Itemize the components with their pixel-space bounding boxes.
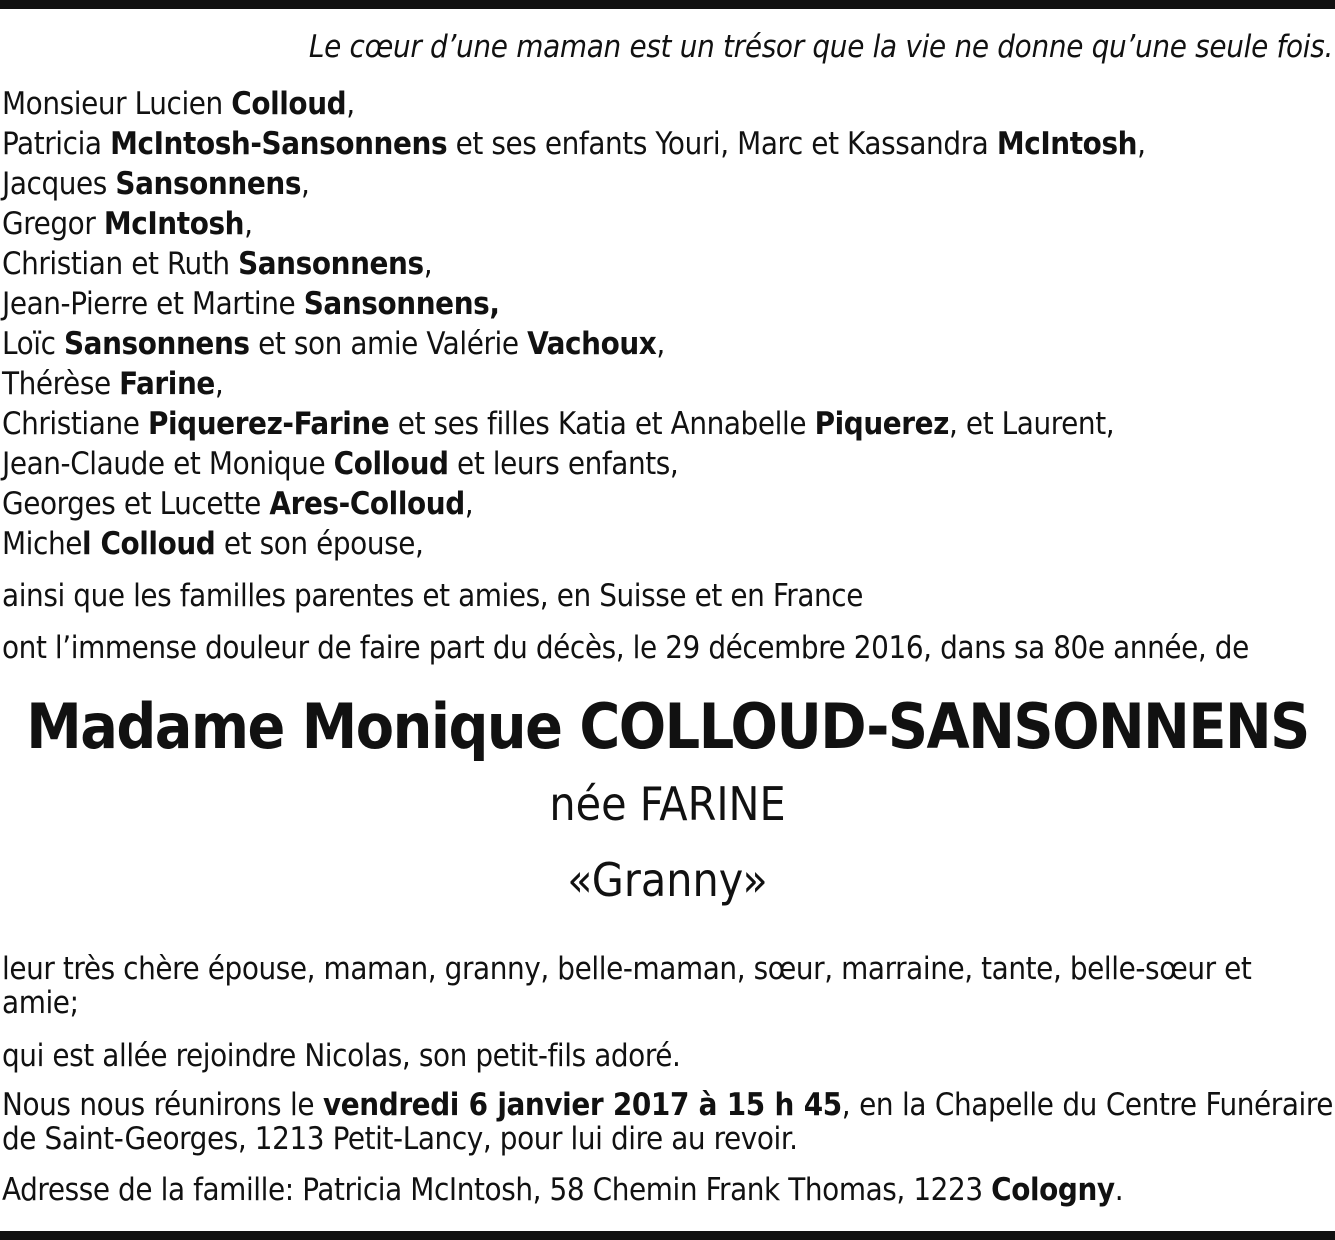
family-text: et son amie Valérie (249, 326, 528, 362)
family-member-line (2, 404, 1333, 444)
family-member-line (2, 324, 1333, 364)
family-member-line (2, 524, 1333, 564)
family-surname: McIntosh-Sansonnens (110, 126, 448, 162)
ceremony-paragraph (2, 1088, 1333, 1156)
family-member-line (2, 204, 1333, 244)
bottom-border-rule (0, 1231, 1335, 1240)
family-surname: Piquerez-Farine (147, 406, 390, 442)
family-surname: Vachoux (527, 326, 657, 362)
family-member-line (2, 244, 1333, 284)
ceremony-text-before: Nous nous réunirons le (2, 1087, 323, 1123)
top-border-rule (0, 0, 1335, 9)
family-member-line (2, 84, 1333, 124)
family-surname: l Colloud (82, 526, 216, 562)
ceremony-date: vendredi 6 janvier 2017 à 15 h 45 (323, 1087, 842, 1123)
family-text: et ses enfants Youri, Marc et Kassandra (447, 126, 997, 162)
family-text: Thérèse (2, 366, 120, 402)
family-surname: Sansonnens (115, 166, 302, 202)
family-surname: Colloud (333, 446, 449, 482)
family-member-line (2, 164, 1333, 204)
family-surname: Colloud (231, 86, 347, 122)
family-member-line (2, 444, 1333, 484)
family-address (2, 1170, 1333, 1210)
family-text: et leurs enfants, (448, 446, 679, 482)
family-text: , (346, 86, 355, 122)
family-member-line (2, 284, 1333, 324)
family-text: Christiane (2, 406, 148, 442)
family-surname: Ares-Colloud (269, 486, 465, 522)
family-text: Miche (2, 526, 82, 562)
family-text: , (423, 246, 433, 282)
family-member-line (2, 124, 1333, 164)
rejoin-line: qui est allée rejoindre Nicolas, son petit-fils adoré. (2, 1038, 681, 1074)
obituary-notice (2, 28, 1333, 1210)
family-text: , (464, 486, 474, 522)
description-paragraph: leur très chère épouse, maman, granny, belle-maman, sœur, marraine, tante, belle-sœur et amie; (2, 951, 1252, 1021)
announcement-line: ont l’immense douleur de faire part du décès, le 29 décembre 2016, dans sa 80e année, de (2, 630, 1249, 666)
family-text: , (214, 366, 224, 402)
family-surname: McIntosh (996, 126, 1138, 162)
family-surname: Piquerez (814, 406, 950, 442)
family-text: , (244, 206, 253, 242)
family-text: et son épouse, (215, 526, 424, 562)
address-end: . (1114, 1172, 1124, 1208)
family-text: Jean-Pierre et Martine (2, 286, 304, 322)
family-surname: Sansonnens (238, 246, 424, 282)
family-text: Christian et Ruth (2, 246, 239, 282)
address-city: Cologny (991, 1172, 1115, 1208)
family-text: , (301, 166, 310, 202)
family-surname: Sansonnens, (303, 286, 500, 322)
maiden-name: née FARINE (549, 777, 786, 831)
family-text: , et Laurent, (949, 406, 1115, 442)
ceremony-text-after: , en la Chapelle du Centre Funéraire de Saint-Georges, 1213 Petit-Lancy, pour lui dire au revoir. (2, 1087, 1334, 1157)
relatives-line: ainsi que les familles parentes et amies, en Suisse et en France (2, 578, 863, 614)
family-text: Jean-Claude et Monique (2, 446, 334, 482)
deceased-name: Madame Monique COLLOUD-SANSONNENS (26, 690, 1309, 763)
family-list (2, 84, 1333, 564)
nickname: «Granny» (567, 853, 768, 907)
family-surname: Farine (119, 366, 215, 402)
family-text: Monsieur Lucien (2, 86, 232, 122)
family-text: et ses filles Katia et Annabelle (389, 406, 815, 442)
family-member-line (2, 484, 1333, 524)
family-member-line (2, 364, 1333, 404)
family-surname: Sansonnens (63, 326, 250, 362)
family-text: Gregor (2, 206, 104, 242)
family-text: , (1137, 126, 1146, 162)
family-surname: McIntosh (103, 206, 245, 242)
family-text: Georges et Lucette (2, 486, 270, 522)
address-text: Adresse de la famille: Patricia McIntosh, 58 Chemin Frank Thomas, 1223 (2, 1172, 992, 1208)
family-text: , (656, 326, 665, 362)
epigraph-quote: Le cœur d’une maman est un trésor que la vie ne donne qu’une seule fois. (308, 29, 1333, 65)
family-text: Jacques (2, 166, 116, 202)
family-text: Loïc (2, 326, 64, 362)
family-text: Patricia (2, 126, 111, 162)
